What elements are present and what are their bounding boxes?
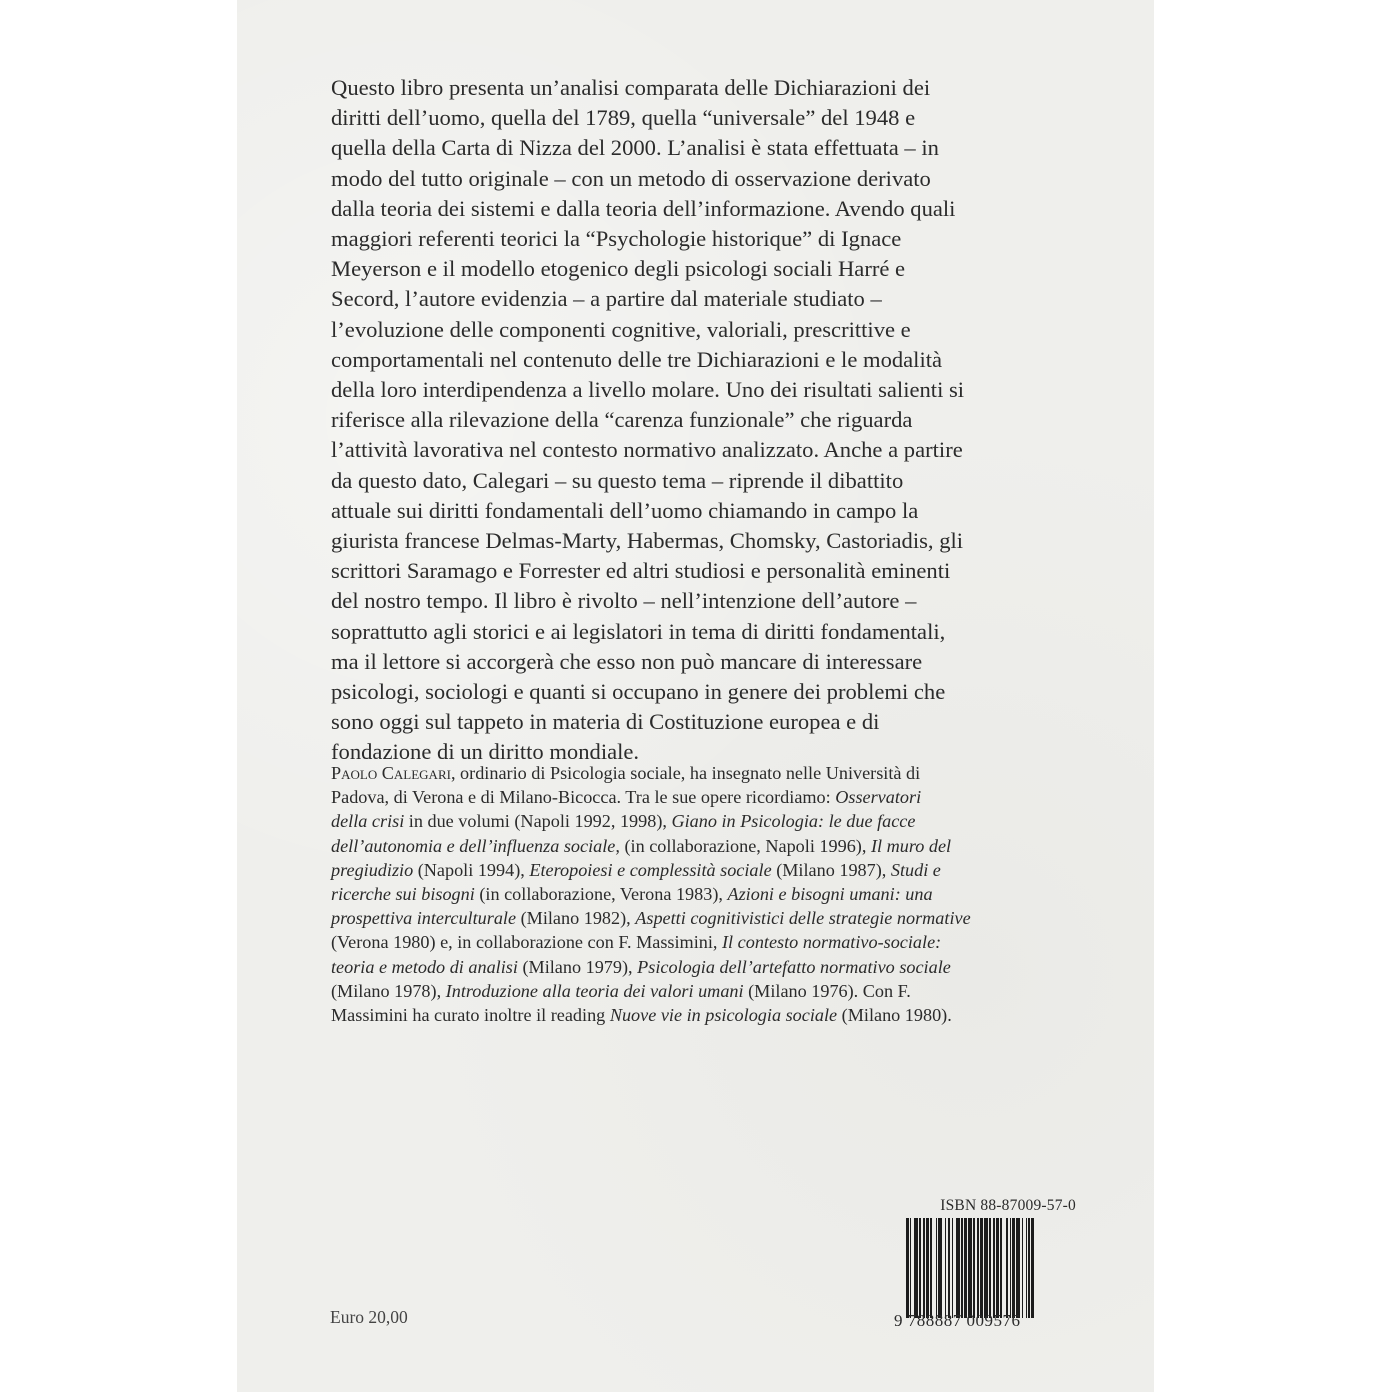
- bio-text: Massimini ha curato inoltre il reading: [331, 1005, 610, 1026]
- bio-text: in due volumi (Napoli 1992, 1998),: [404, 811, 672, 832]
- isbn-label: ISBN 88-87009-57-0: [940, 1197, 1076, 1214]
- bio-text: (Milano 1978),: [331, 980, 446, 1001]
- work-title: dell’autonomia e dell’influenza sociale,: [331, 835, 620, 856]
- work-title: Giano in Psicologia: le due facce: [671, 811, 916, 832]
- work-title: teoria e metodo di analisi: [331, 956, 518, 977]
- blurb-line: ma il lettore si accorgerà che esso non può mancare di interessare: [331, 648, 923, 674]
- blurb-line: da questo dato, Calegari – su questo tema – riprende il dibattito: [331, 467, 904, 493]
- bio-text: (Milano 1982),: [516, 908, 636, 929]
- author-bio-line: [331, 906, 1091, 930]
- work-title: Psicologia dell’artefatto normativo sociale: [637, 956, 951, 977]
- work-title: Il muro del: [870, 835, 952, 856]
- blurb-line: diritti dell’uomo, quella del 1789, quella “universale” del 1948 e: [331, 105, 916, 131]
- author-bio-line: [331, 1003, 1091, 1027]
- blurb-line: maggiori referenti teorici la “Psychologie historique” di Ignace: [331, 226, 902, 252]
- book-blurb: [331, 73, 1091, 768]
- bio-text: (Milano 1979),: [517, 956, 638, 977]
- bio-text: , ordinario di Psicologia sociale, ha insegnato nelle Università di: [450, 763, 921, 783]
- author-bio-line: [331, 979, 1091, 1003]
- book-back-cover: [237, 0, 1154, 1392]
- author-name: Paolo Calegari: [331, 763, 451, 783]
- work-title: della crisi: [331, 811, 405, 832]
- bio-text: (Napoli 1994),: [413, 859, 530, 880]
- blurb-line: sono oggi sul tappeto in materia di Costituzione europea e di: [331, 709, 880, 735]
- work-title: Introduzione alla teoria dei valori umani: [445, 980, 744, 1001]
- blurb-line: comportamentali nel contenuto delle tre Dichiarazioni e le modalità: [331, 346, 943, 372]
- work-title: pregiudizio: [331, 859, 414, 880]
- bio-text: (Milano 1976). Con F.: [743, 980, 911, 1001]
- blurb-line: fondazione di un diritto mondiale.: [331, 739, 640, 765]
- author-bio-line: [331, 955, 1091, 979]
- bio-text: (Milano 1980).: [837, 1005, 952, 1026]
- bio-text: (Verona 1980) e, in collaborazione con F. Massimini,: [331, 932, 722, 953]
- blurb-line: del nostro tempo. Il libro è rivolto – nell’intenzione dell’autore –: [331, 588, 917, 614]
- author-bio-line: [331, 809, 1091, 833]
- blurb-line: Questo libro presenta un’analisi comparata delle Dichiarazioni dei: [331, 75, 931, 100]
- work-title: prospettiva interculturale: [331, 908, 517, 929]
- work-title: Azioni e bisogni umani: una: [727, 884, 933, 905]
- blurb-line: riferisce alla rilevazione della “carenza funzionale” che riguarda: [331, 407, 913, 433]
- author-bio-line: [331, 785, 1091, 809]
- work-title: ricerche sui bisogni: [331, 884, 475, 905]
- bio-text: (in collaborazione, Verona 1983),: [474, 884, 728, 905]
- author-bio-line: [331, 882, 1091, 906]
- isbn-block: [894, 1197, 1076, 1330]
- blurb-line: Secord, l’autore evidenzia – a partire dal materiale studiato –: [331, 286, 882, 312]
- author-bio: [331, 761, 1091, 1027]
- blurb-line: quella della Carta di Nizza del 2000. L’analisi è stata effettuata – in: [331, 135, 939, 161]
- blurb-line: Meyerson e il modello etogenico degli psicologi sociali Harré e: [331, 256, 906, 282]
- work-title: Osservatori: [835, 787, 922, 808]
- blurb-line: dalla teoria dei sistemi e dalla teoria dell’informazione. Avendo quali: [331, 195, 956, 221]
- barcode-digits: 9 788887 009576: [894, 1311, 1021, 1330]
- blurb-line: soprattutto agli storici e ai legislatori in tema di diritti fondamentali,: [331, 618, 946, 644]
- price-label: Euro 20,00: [330, 1307, 408, 1327]
- blurb-line: giurista francese Delmas-Marty, Habermas, Chomsky, Castoriadis, gli: [331, 528, 964, 554]
- blurb-line: psicologi, sociologi e quanti si occupano in genere dei problemi che: [331, 679, 946, 705]
- work-title: Aspetti cognitivistici delle strategie normative: [635, 908, 971, 929]
- author-bio-line: [331, 834, 1091, 858]
- author-bio-line: [331, 761, 1091, 785]
- work-title: Nuove vie in psicologia sociale: [609, 1005, 838, 1026]
- bio-text: (in collaborazione, Napoli 1996),: [619, 835, 871, 856]
- author-bio-line: [331, 930, 1091, 954]
- blurb-line: l’attività lavorativa nel contesto normativo analizzato. Anche a partire: [331, 437, 963, 463]
- bio-text: (Milano 1987),: [771, 859, 891, 880]
- barcode-icon: [906, 1218, 1076, 1318]
- author-bio-line: [331, 858, 1091, 882]
- work-title: Il contesto normativo-sociale:: [722, 932, 942, 953]
- blurb-line: modo del tutto originale – con un metodo di osservazione derivato: [331, 165, 931, 191]
- blurb-line: scrittori Saramago e Forrester ed altri studiosi e personalità eminenti: [331, 558, 951, 584]
- work-title: Studi e: [890, 859, 941, 880]
- blurb-line: l’evoluzione delle componenti cognitive, valoriali, prescrittive e: [331, 316, 911, 342]
- blurb-line: della loro interdipendenza a livello molare. Uno dei risultati salienti si: [331, 377, 965, 403]
- bio-text: Padova, di Verona e di Milano-Bicocca. Tra le sue opere ricordiamo:: [331, 787, 836, 808]
- blurb-line: attuale sui diritti fondamentali dell’uomo chiamando in campo la: [331, 497, 919, 523]
- work-title: Eteropoiesi e complessità sociale: [529, 859, 772, 880]
